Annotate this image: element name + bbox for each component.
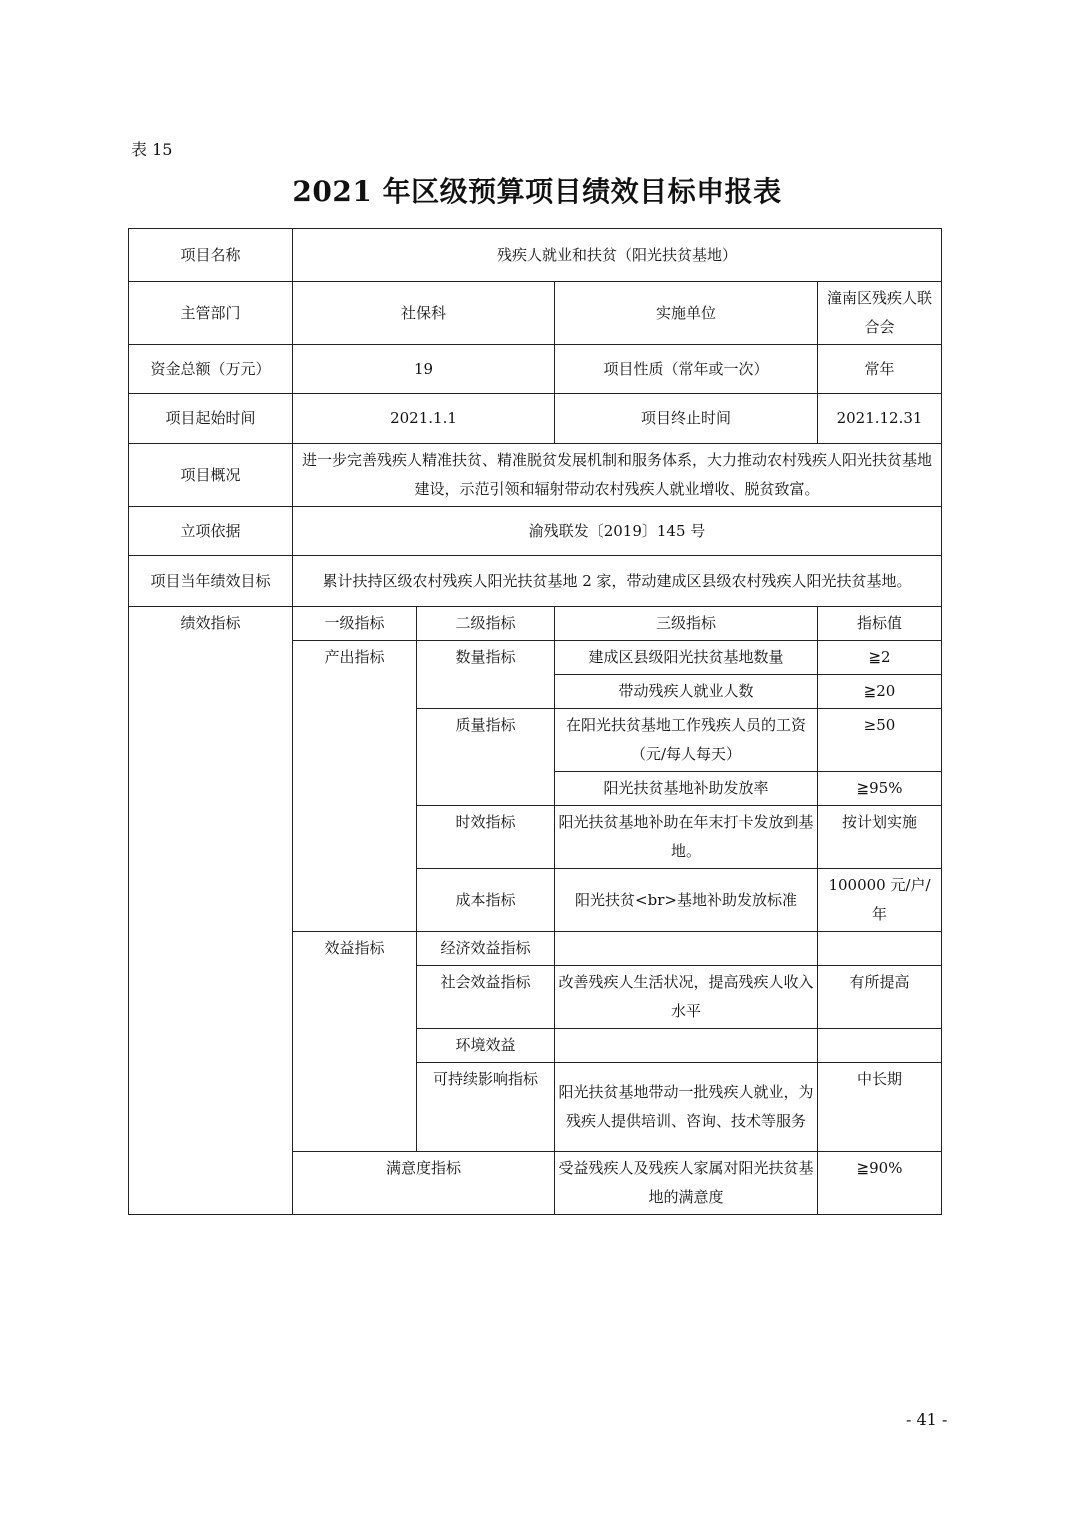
row-period [129, 394, 942, 444]
header-value: 指标值 [818, 607, 942, 641]
nature-value: 常年 [818, 345, 942, 394]
row-indicator-headers [129, 607, 942, 641]
basis-label: 立项依据 [129, 507, 293, 556]
economic-item-value [818, 932, 942, 966]
quantity-item-name: 带动残疾人就业人数 [555, 675, 818, 709]
header-level3: 三级指标 [555, 607, 818, 641]
row-department [129, 282, 942, 345]
unit-value: 潼南区残疾人联合会 [818, 282, 942, 345]
goal-label: 项目当年绩效目标 [129, 556, 293, 607]
dept-value: 社保科 [293, 282, 555, 345]
env-indicator-label: 环境效益 [417, 1029, 555, 1063]
basis-value: 渝残联发〔2019〕145 号 [293, 507, 942, 556]
sustain-item-name: 阳光扶贫基地带动一批残疾人就业，为残疾人提供培训、咨询、技术等服务 [555, 1063, 818, 1152]
economic-item-name [555, 932, 818, 966]
end-value: 2021.12.31 [818, 394, 942, 444]
unit-label: 实施单位 [555, 282, 818, 345]
output-indicator-label: 产出指标 [293, 641, 417, 932]
satisfaction-item-name: 受益残疾人及残疾人家属对阳光扶贫基地的满意度 [555, 1152, 818, 1215]
env-item-name [555, 1029, 818, 1063]
cost-item-value: 100000 元/户/年 [818, 869, 942, 932]
goal-value: 累计扶持区级农村残疾人阳光扶贫基地 2 家，带动建成区县级农村残疾人阳光扶贫基地。 [293, 556, 942, 607]
time-item-name: 阳光扶贫基地补助在年末打卡发放到基地。 [555, 806, 818, 869]
sustain-indicator-label: 可持续影响指标 [417, 1063, 555, 1152]
quality-item-value: ≥50 [818, 709, 942, 772]
satisfaction-indicator-label: 满意度指标 [293, 1152, 555, 1215]
header-level2: 二级指标 [417, 607, 555, 641]
row-goal [129, 556, 942, 607]
sustain-item-value: 中长期 [818, 1063, 942, 1152]
dept-label: 主管部门 [129, 282, 293, 345]
start-label: 项目起始时间 [129, 394, 293, 444]
row-basis [129, 507, 942, 556]
indicators-section-label: 绩效指标 [129, 607, 293, 1215]
overview-label: 项目概况 [129, 444, 293, 507]
table-number: 表 15 [131, 140, 173, 159]
time-item-value: 按计划实施 [818, 806, 942, 869]
header-level1: 一级指标 [293, 607, 417, 641]
row-overview [129, 444, 942, 507]
social-indicator-label: 社会效益指标 [417, 966, 555, 1029]
quality-indicator-label: 质量指标 [417, 709, 555, 806]
quantity-indicator-label: 数量指标 [417, 641, 555, 709]
overview-value: 进一步完善残疾人精准扶贫、精准脱贫发展机制和服务体系，大力推动农村残疾人阳光扶贫基地建设，示范引领和辐射带动农村残疾人就业增收、脱贫致富。 [293, 444, 942, 507]
quantity-item-name: 建成区县级阳光扶贫基地数量 [555, 641, 818, 675]
fund-label: 资金总额（万元） [129, 345, 293, 394]
page-number: - 41 - [906, 1410, 948, 1429]
project-name-label: 项目名称 [129, 229, 293, 282]
start-value: 2021.1.1 [293, 394, 555, 444]
env-item-value [818, 1029, 942, 1063]
quality-item-name: 在阳光扶贫基地工作残疾人员的工资（元/每人每天） [555, 709, 818, 772]
document-title: 2021 年区级预算项目绩效目标申报表 [292, 175, 782, 208]
project-name-value: 残疾人就业和扶贫（阳光扶贫基地） [293, 229, 942, 282]
row-project-name [129, 229, 942, 282]
social-item-value: 有所提高 [818, 966, 942, 1029]
time-indicator-label: 时效指标 [417, 806, 555, 869]
quantity-item-value: ≧20 [818, 675, 942, 709]
cost-item-name: 阳光扶贫<br>基地补助发放标准 [555, 869, 818, 932]
social-item-name: 改善残疾人生活状况，提高残疾人收入水平 [555, 966, 818, 1029]
economic-indicator-label: 经济效益指标 [417, 932, 555, 966]
nature-label: 项目性质（常年或一次） [555, 345, 818, 394]
cost-indicator-label: 成本指标 [417, 869, 555, 932]
quality-item-name: 阳光扶贫基地补助发放率 [555, 772, 818, 806]
fund-value: 19 [293, 345, 555, 394]
satisfaction-item-value: ≧90% [818, 1152, 942, 1215]
end-label: 项目终止时间 [555, 394, 818, 444]
row-fund [129, 345, 942, 394]
quantity-item-value: ≧2 [818, 641, 942, 675]
performance-target-table [128, 228, 942, 1215]
benefit-indicator-label: 效益指标 [293, 932, 417, 1152]
quality-item-value: ≧95% [818, 772, 942, 806]
